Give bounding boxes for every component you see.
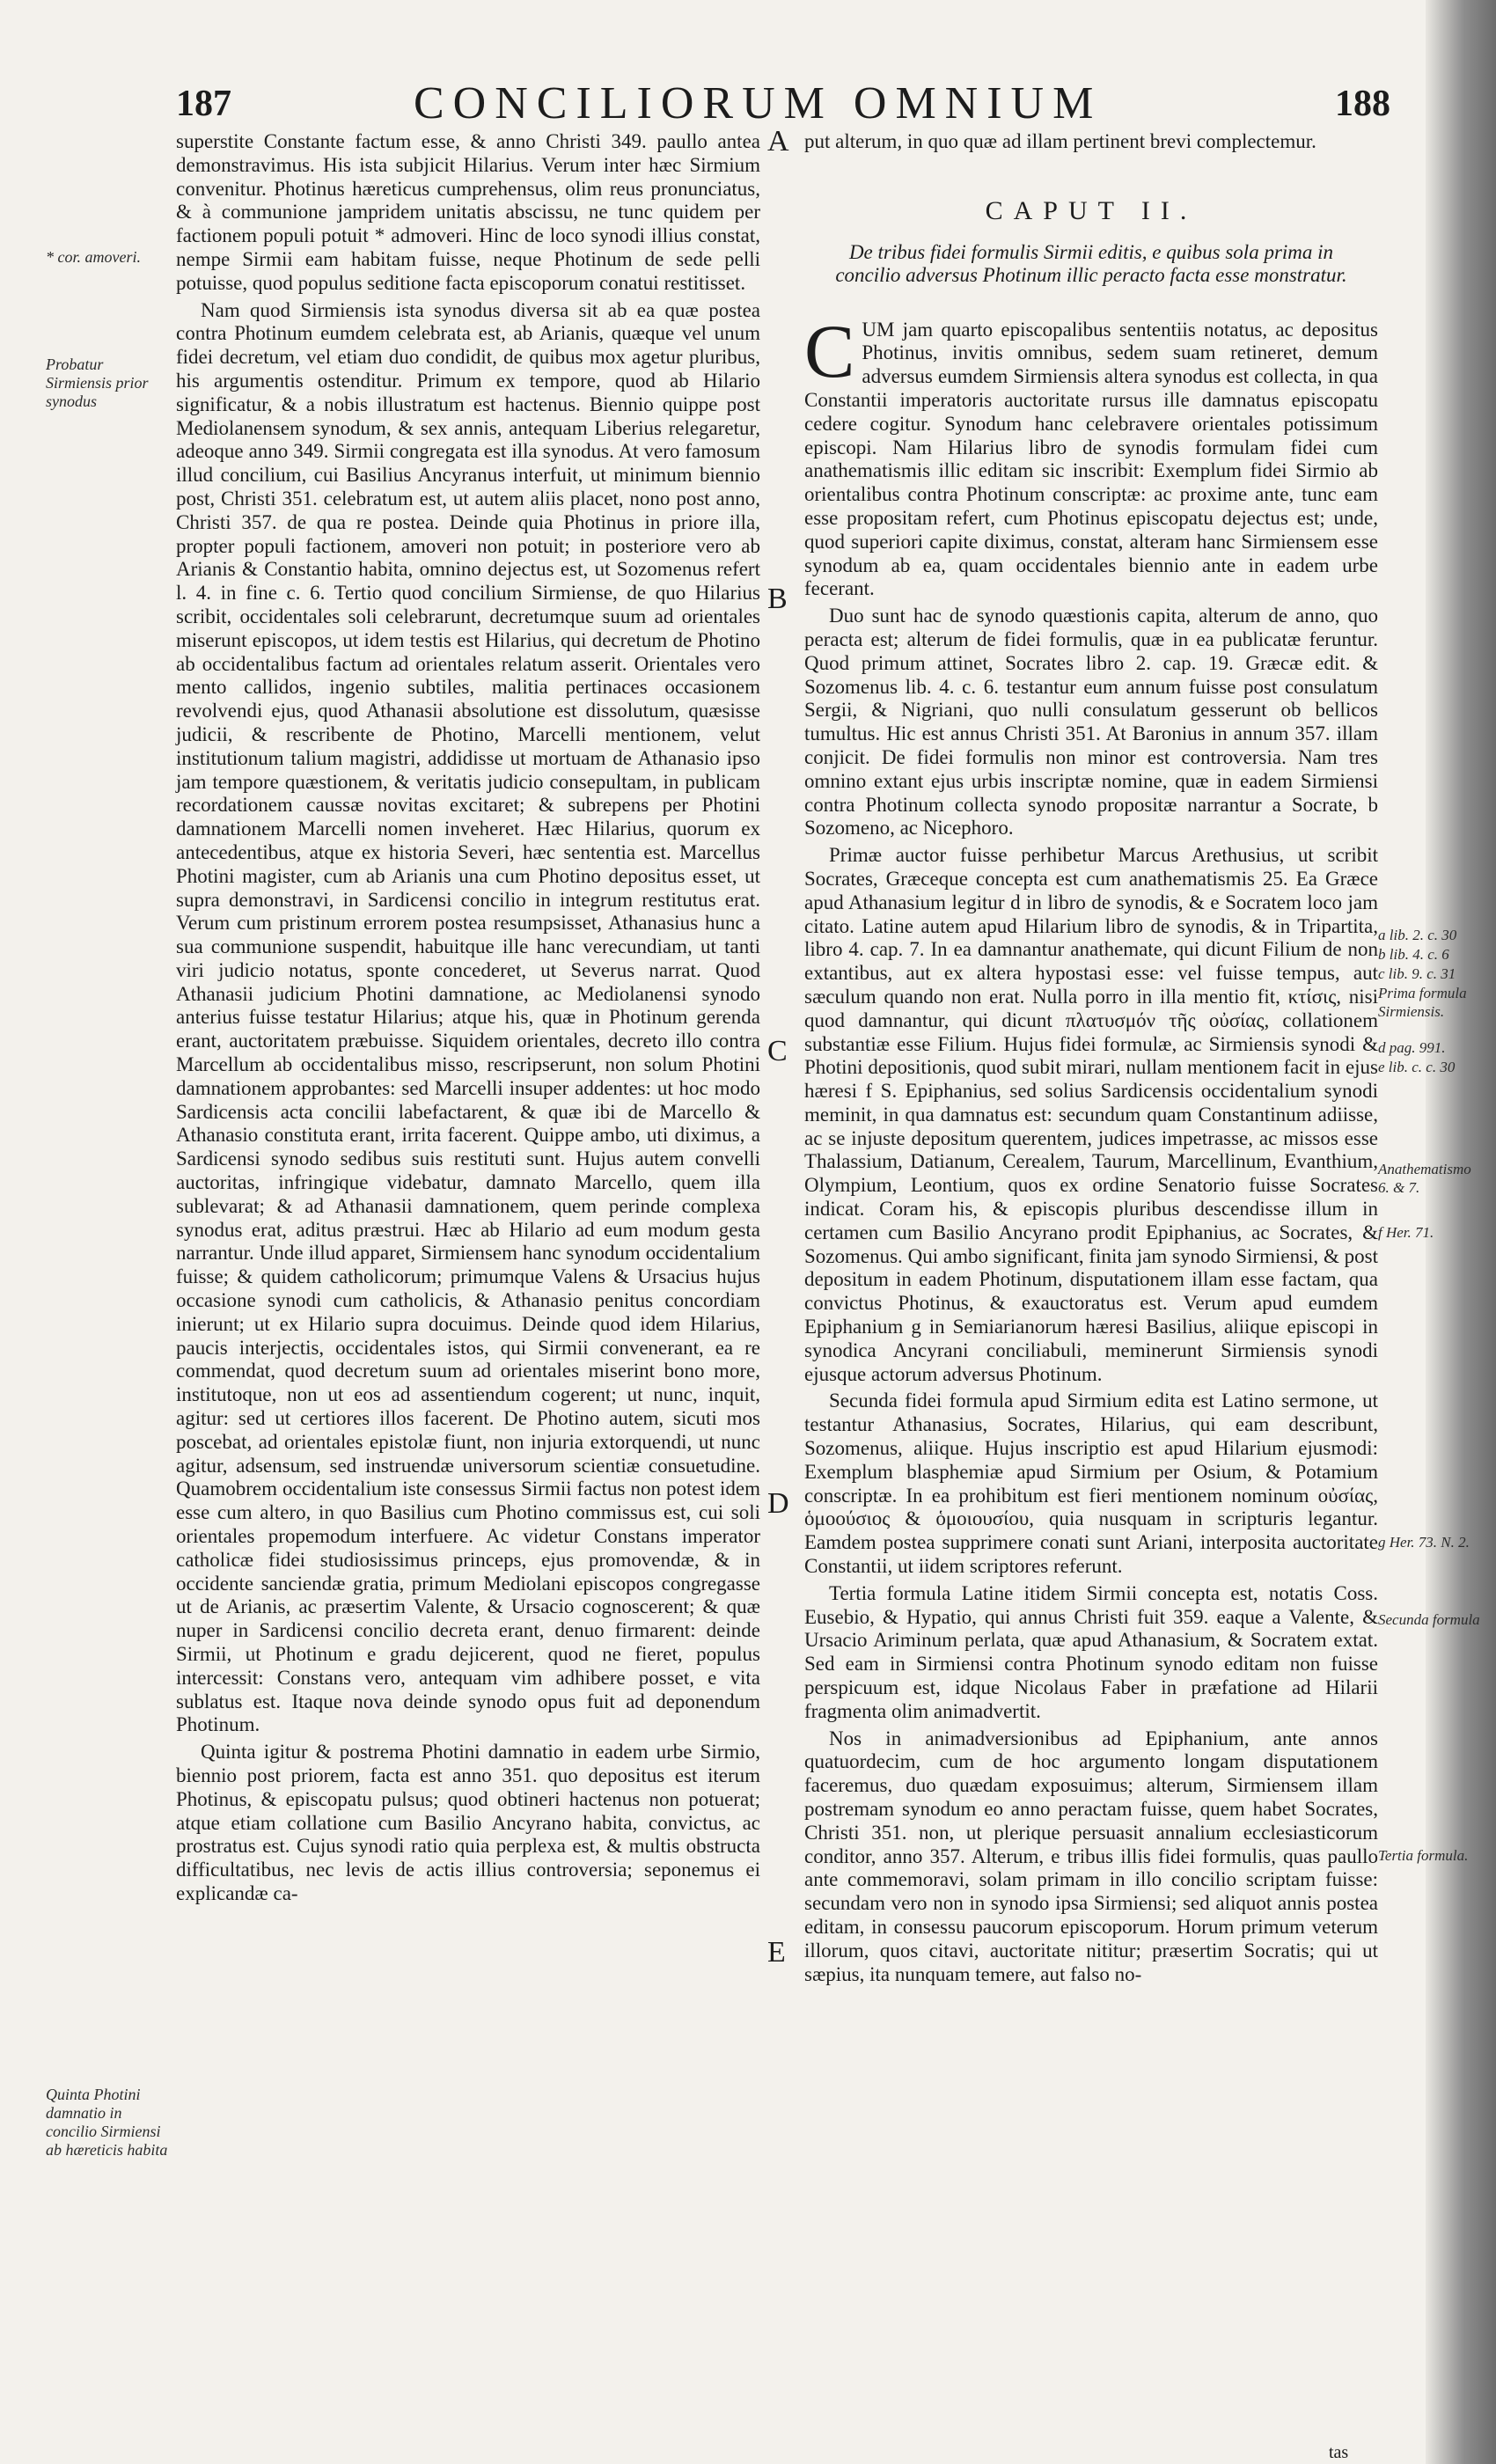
section-letter: E xyxy=(767,1936,786,1969)
paragraph-with-dropcap xyxy=(804,308,1378,602)
paragraph: Nam quod Sirmiensis ista synodus diversa sit ab ea quæ postea contra Photinum eumdem celebrata est, ab Arianis, quæque vel unum fidei decretum, vel etiam duo condidit, de quibus mox agetur pluribus, his argumentis ostenditur. Primum ex tempore, quod ab Hilario significatur, & a nobis illustratum est hactenus. Biennio quippe post Mediolanensem synodum, & sex annis, antequam Liberius relegaretur, adeoque anno 349. Sirmii congregata est illa synodus. At vero famosum illud concilium, cui Basilius Ancyranus interfuit, ut minimum biennio post, Christi 351. celebratum est, ut autem aliis placet, nono post anno, Christi 357. de qua re postea. Deinde quia Photinus in priore illa, propter populi factionem, amoveri non potuit; in posteriore vero ab Arianis & Constantio habita, omnino dejectus est, ut Sozomenus refert l. 4. in fine c. 6. Tertio quod concilium Sirmiense, de quo Hilarius scribit, occidentales soli celebrarunt, decretumque suum ad orientales miserunt episcopos, ut idem testis est Hilarius, qui decretum de Photino ab occidentalibus factum ad orientales relatum asserit. Orientales vero mento callidos, ingenio subtiles, malitia pertinaces occasionem revolvendi ejus, quod Athanasii absolutione est dissolutum, quæsisse judicii, & rescribente de Photino, Marcelli mentionem, velut institutionum talium magistri, addidisse ut mortuam de Athanasio ipso jam tempore quæstionem, & veritatis judicio consepultam, in publicam recordationem caussæ novitas excitaret; & subrepens per Photini damnationem Marcelli nomen inveheret. Hæc Hilarius, quorum ex antecedentibus, atque ex historia Severi, hæc sententia est. Marcellus Photini magister, cum ab Arianis una cum Photino depositus esset, ut supra demonstravi, in Sardicensi concilio in integrum restitutus erat. Verum cum pristinum errorem postea resumpsisset, Athanasius hunc a sua communione suspendit, habuitque ille hanc verecundiam, ut tanti viri judicio notatus, sponte concederet, ut Severus narrat. Quod Athanasii judicium Photini damnatione, ac Mediolanensi synodo anterius fuisse testatur Hilarius; atque his, quæ in Photinum gerenda erant, auctoritatem præbuisse. Siquidem orientales, decreto illo contra Marcellum ab occidentalibus misso, rescripserunt, non solum Photini damnationem approbantes: sed Marcelli insuper addentes: ut hoc modo Sardicensis acta concilii labefactarent, & quæ ibi de Marcello & Athanasio constituta erant, irrita facerent. Quippe ambo, uti diximus, a Sardicensi synodo sedibus suis restituti sunt. Hujus autem convelli auctoritas, infringique videbatur, damnato Marcello, quem illa sublevarat; & ad Athanasii damnationem, quem perinde complexa synodus erat, aditus præstrui. Hæc ab Hilario ad eum modum gesta narrantur. Unde illud apparet, Sirmiensem hanc synodum occidentalium fuisse; & quidem catholicorum; primumque Valens & Ursacius hujus occasione synodi cum catholicis, & Athanasio penitus concordiam inierunt; ut ex Hilario supra docuimus. Deinde quod idem Hilarius, paucis interjectis, occidentales istos, qui Sirmii convenerant, ea re commendat, quod decretum suum ad orientales miserint bono more, institutoque, non ut eos ad assentiendum cogerent; ut nunc, inquit, agitur: sed ut certiores illos facerent. De Photino autem, sicuti mos poscebat, ad orientales epistolæ fiunt, non injuria extorquendi, ut nunc agitur, adsensum, sed instruendæ universorum scientiæ consuetudine. Quamobrem occidentalium iste consessus Sirmii factus non potest idem esse cum altero, in quo Basilius cum Photino commissus est, cui soli orientales propemodum interfuere. Ac videtur Constans imperator catholicæ fidei studiosissimus princeps, ejus promovendæ, & in occidente sanciendæ gratia, primum Mediolani episcopos congregasse ut de Arianis, ac præsertim Valente, & Ursacio cognoscerent; & quæ nuper in Sardicensi concilio decreta erant, denuo firmarent: deinde Sirmii, ut Photinum e gradu dejicerent, quod ne fieret, populus intercessit: Constans vero, antequam vim adhibere posset, e vita sublatus est. Itaque nova deinde synodo opus fuit ad deponendum Photinum. xyxy=(176,298,760,1736)
section-letter: A xyxy=(767,125,789,158)
section-letter: D xyxy=(767,1487,789,1520)
running-title: CONCILIORUM OMNIUM xyxy=(414,78,1103,128)
left-text-column xyxy=(176,130,760,1910)
margin-note-right: g Her. 73. N. 2. xyxy=(1378,1534,1470,1551)
catchword: tas xyxy=(1329,2443,1349,2462)
page-number-left: 187 xyxy=(176,84,231,124)
margin-note-right: b lib. 4. c. 6 xyxy=(1378,946,1449,963)
margin-note-left: * cor. amoveri. xyxy=(46,248,141,266)
page-number-right: 188 xyxy=(1335,84,1390,124)
margin-note-left: Probatur Sirmiensis prior synodus xyxy=(46,356,149,410)
paragraph: Quinta igitur & postrema Photini damnatio in eadem urbe Sirmio, biennio post priorem, facta est anno 351. quo depositus est iterum Photinus, & episcopatu pulsus; quod obtineri hactenus non potuerat; atque etiam collatione cum Basilio Ancyrano habita, convictus, ac prostratus est. Cujus synodi ratio quia perplexa est, & multis obstructa difficultatibus, nec levis de actis illius controversia; seponemus ei explicandæ ca- xyxy=(176,1741,760,1904)
section-letter: C xyxy=(767,1035,788,1067)
paragraph: Duo sunt hac de synodo quæstionis capita, alterum de anno, quo peracta est; alterum de fidei formulis, quæ in ea publicatæ feruntur. Quod primum attinet, Socrates libro 2. cap. 19. Græcæ edit. & Sozomenus lib. 4. c. 6. testantur eum annum fuisse post consulatum Sergii, & Nigriani, quo nulli consulatum gesserunt ob bellicos tumultus. Hic est annus Christi 351. At Baronius in annum 357. illam conjicit. De fidei formulis non minor est controversia. Nam tres omnino extant ejus urbis inscriptæ nomine, quæ in eadem Sirmiensi contra Photinum collecta synodo propositæ narrantur a Socrate, b Sozomeno, ac Nicephoro. xyxy=(804,605,1378,840)
paragraph: Primæ auctor fuisse perhibetur Marcus Arethusius, ut scribit Socrates, Græceque concepta est cum anathematismis 25. Ea Græce apud Athanasium legitur d in libro de synodis, & e Socratem loco jam citato. Latine autem apud Hilarium libro de synodis, & in Tripartita, libro 4. cap. 7. In ea damnantur anathemate, qui dicunt Filium de non extantibus, aut ex altera hypostasi esse: vel fuisse tempus, aut sæculum quando non erat. Nulla porro in illa mentio fit, κτίσις, nisi quod damnantur, qui dicunt πλατυσμόν τῆς οὐσίας, collationem substantiæ esse Filium. Hujus fidei formulæ, ac Sirmiensis synodi & Photini depositionis, quod subit mirari, nullam mentionem facit in ejus hæresi f S. Epiphanius, sed solius Sardicensis occidentalium synodi meminit, in qua damnatus est: secundum quam Constantinum adiisse, ac se injuste depositum querentem, judices impetrasse, ac missos esse Thalassium, Datianum, Cerealem, Taurum, Marcellinum, Evanthium, Olympium, Leontium, quos ex ordine Senatorio fuisse Socrates indicat. Coram his, & episcopis pluribus descendisse illum in certamen cum Basilio Ancyrano prodit Epiphanius, ac Socrates, & Sozomenus. Qui ambo significant, finita jam synodo Sirmiensi, & post depositum in eadem Photinum, disputationem illam esse factam, qua convictus Photinus, & exauctoratus est. Verum apud eumdem Epiphanium g in Semiarianorum hæresi Basilius, aliique episcopi in synodica Ancyrani conciliabuli, meminerunt Sirmiensis synodi ejusque actorum adversus Photinum. xyxy=(804,844,1378,1385)
margin-note-right: Prima formula Sirmiensis. xyxy=(1378,985,1467,1020)
margin-note-right: d pag. 991. xyxy=(1378,1039,1446,1056)
paragraph-text: UM jam quarto episcopalibus sententiis notatus, ac depositus Photinus, invitis omnibus, sedem suam retineret, demum adversus eumdem Sirmiensis altera synodus est collecta, in qua Constantii imperatoris auctoritate rursus ille damnatus episcopatu cedere cogitur. Synodum hanc celebravere orientales potissimum episcopi. Nam Hilarius libro de synodis formulam fidei cum anathematismis illic editam sic inscribit: Exemplum fidei Sirmio ab orientalibus contra Photinum conscriptæ: ac proxime ante, tunc eam esse propositam refert, cum Photinus episcopatu dejectus est; unde, quod superiori capite diximus, constat, alteram hanc Sirmiensem esse synodum ab ea, quam occidentales biennio ante in eadem urbe fecerant. xyxy=(804,318,1378,600)
margin-note-right: Secunda formula xyxy=(1378,1611,1480,1628)
margin-note-right: c lib. 9. c. 31 xyxy=(1378,965,1456,982)
chapter-subtitle: De tribus fidei formulis Sirmii editis, e quibus sola prima in concilio adversus Photinum illic peracto facta esse monstratur. xyxy=(835,240,1347,286)
paragraph: Tertia formula Latine itidem Sirmii concepta est, notatis Coss. Eusebio, & Hypatio, qui annus Christi fuit 359. eaque a Valente, & Ursacio Ariminum perlata, quæ apud Athanasium, & Socratem extat. Sed eam in Sirmiensi contra Photinum synodo editam non fuisse perspicuum est, idque Nicolaus Faber in præfatione ad Hilarii fragmenta olim animadvertit. xyxy=(804,1581,1378,1722)
paragraph: put alterum, in quo quæ ad illam pertinent brevi complectemur. xyxy=(804,130,1316,152)
margin-note-right: Anathematismo 6. & 7. xyxy=(1378,1161,1471,1196)
paragraph: Nos in animadversionibus ad Epiphanium, ante annos quatuordecim, cum de hoc argumento longam disputationem faceremus, duo quædam exposuimus; alterum, Sirmiensem illam postremam synodum eo anno peractam fuisse, quem habet Socrates, Christi 351. non, ut plerique persuasit annalium ecclesiasticorum conditor, anno 357. Alterum, e tribus illis fidei formulis, quas paullo ante commemoravi, solam primam in illo concilio scriptam fuisse: secundam vero non in synodo ipsa Sirmiensi; sed aliquot annis postea editam, in consessu paucorum episcoporum. Horum primum veterum illorum, quos citavi, auctoritate nititur; præsertim Socratis; qui ut sæpius, ita nunquam temere, aut falso no- xyxy=(804,1727,1378,1985)
right-text-column xyxy=(804,130,1378,1990)
paragraph: Secunda fidei formula apud Sirmium edita est Latino sermone, ut testantur Athanasius, Socrates, Hilarius, qui eam describunt, Sozomenus, aliique. Hujus inscriptio est apud Hilarium ejusmodi: Exemplum blasphemiæ apud Sirmium per Osium, & Potamium conscriptæ. In ea prohibitum est fieri mentionem nominum οὐσίας, ὁμοούσιος & ὁμοιουσίου, quia nusquam in scripturis legantur. Eamdem postea supprimere conati sunt Ariani, interposita auctoritate Constantii, ut iidem scriptores referunt. xyxy=(804,1390,1378,1578)
section-letter: B xyxy=(767,583,788,615)
chapter-title: CAPUT II. xyxy=(985,195,1198,225)
margin-note-right: a lib. 2. c. 30 xyxy=(1378,927,1457,943)
margin-note-right: f Her. 71. xyxy=(1378,1224,1434,1241)
margin-note-right: Tertia formula. xyxy=(1378,1847,1469,1864)
margin-note-left: Quinta Photini damnatio in concilio Sirmiensi ab hæreticis habita xyxy=(46,2086,168,2159)
margin-note-right: e lib. c. c. 30 xyxy=(1378,1059,1456,1075)
drop-cap: C xyxy=(804,308,855,393)
paragraph: superstite Constante factum esse, & anno Christi 349. paullo antea demonstravimus. His ista subjicit Hilarius. Verum inter hæc Sirmium convenitur. Photinus hæreticus cumprehensus, olim reus pronunciatus, & à communione jampridem unitatis abscissu, ne tunc quidem per factionem populi potuit * admoveri. Hinc de loco synodi illius constat, nempe Sirmii eam habitam fuisse, neque Photinum de sede pelli potuisse, quod populus seditione facta episcoporum conatui restitisset. xyxy=(176,130,760,294)
page-header xyxy=(176,77,1390,130)
